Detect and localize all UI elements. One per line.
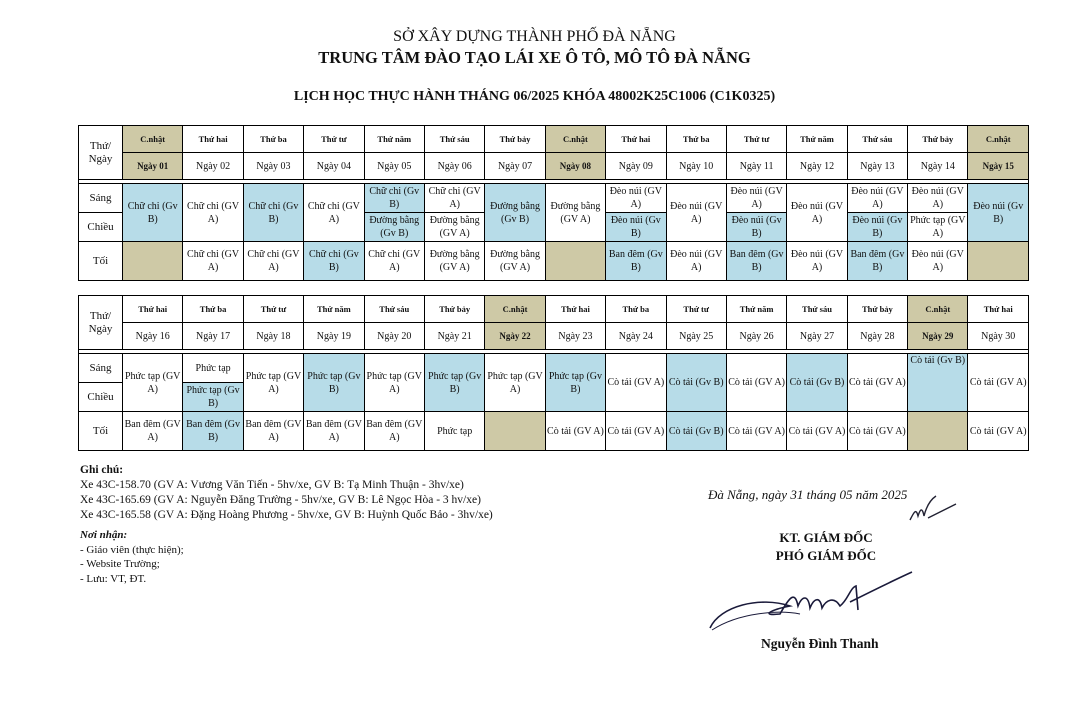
lesson-cell-morning: Đèo núi (GV A): [847, 184, 907, 213]
recipients-title: Nơi nhận:: [80, 529, 128, 541]
lesson-cell-day: Phức tạp (GV A): [243, 354, 303, 412]
date-cell: Ngày 10: [666, 153, 726, 180]
date-cell: Ngày 18: [243, 323, 303, 350]
schedule-title: LỊCH HỌC THỰC HÀNH THÁNG 06/2025 KHÓA 48002K25C1006 (C1K0325): [293, 89, 776, 104]
lesson-cell-day: Đường bằng (Gv B): [485, 184, 545, 242]
recipients-line: - Lưu: VT, ĐT.: [80, 572, 147, 585]
day-of-week-cell: Thứ ba: [666, 126, 726, 153]
lesson-cell-morning: Đèo núi (GV A): [908, 184, 968, 213]
lesson-cell-day: Cò tải (GV A): [968, 354, 1029, 412]
lesson-cell-evening: [908, 412, 968, 451]
day-of-week-cell: Thứ sáu: [787, 296, 847, 323]
lesson-cell-afternoon: Đèo núi (Gv B): [606, 213, 666, 242]
lesson-cell-afternoon: Đường bằng (GV A): [424, 213, 484, 242]
lesson-cell-afternoon: Đèo núi (Gv B): [726, 213, 786, 242]
date-cell: Ngày 03: [243, 153, 303, 180]
lesson-cell-evening: Chữ chi (GV A): [364, 242, 424, 281]
lesson-cell-evening: [485, 412, 545, 451]
signature-role1: KT. GIÁM ĐỐC: [779, 530, 873, 545]
recipients-line: - Website Trường;: [80, 558, 160, 570]
lesson-cell-evening: Cò tải (GV A): [847, 412, 907, 451]
day-of-week-cell: C.nhật: [908, 296, 968, 323]
lesson-cell-day: Chữ chi (Gv B): [243, 184, 303, 242]
date-cell: Ngày 22: [485, 323, 545, 350]
lesson-cell-evening: Ban đêm (Gv B): [726, 242, 786, 281]
day-of-week-cell: Thứ sáu: [364, 296, 424, 323]
lesson-cell-afternoon: Đường bằng (Gv B): [364, 213, 424, 242]
day-of-week-cell: Thứ sáu: [424, 126, 484, 153]
header-department: SỞ XÂY DỰNG THÀNH PHỐ ĐÀ NẴNG: [393, 28, 676, 45]
lesson-cell-evening: Đèo núi (GV A): [787, 242, 847, 281]
lesson-cell-evening: Cò tải (Gv B): [666, 412, 726, 451]
row-label-thu-ngay: Thứ/ Ngày: [79, 126, 123, 180]
lesson-cell-morning: Đèo núi (GV A): [606, 184, 666, 213]
header-center-text: TRUNG TÂM ĐÀO TẠO LÁI XE Ô TÔ, MÔ TÔ ĐÀ NẴNG: [318, 48, 751, 67]
day-of-week-cell: Thứ tư: [726, 126, 786, 153]
day-of-week-cell: Thứ ba: [243, 126, 303, 153]
lesson-cell-evening: Cò tải (GV A): [787, 412, 847, 451]
header-center: [0, 48, 1069, 68]
date-cell: Ngày 07: [485, 153, 545, 180]
day-of-week-cell: Thứ năm: [304, 296, 364, 323]
signature-role2: PHÓ GIÁM ĐỐC: [775, 548, 877, 563]
day-of-week-cell: Thứ bảy: [485, 126, 545, 153]
lesson-cell-evening: Ban đêm (Gv B): [183, 412, 243, 451]
date-cell: Ngày 20: [364, 323, 424, 350]
row-label-evening: Tối: [79, 412, 123, 451]
row-label-evening: Tối: [79, 242, 123, 281]
date-cell: Ngày 09: [606, 153, 666, 180]
lesson-cell-evening: Ban đêm (GV A): [364, 412, 424, 451]
schedule-table-week2: [78, 295, 1029, 451]
notes-section: [80, 463, 493, 523]
day-of-week-cell: Thứ ba: [606, 296, 666, 323]
signature-icon: [700, 566, 920, 636]
day-of-week-cell: C.nhật: [545, 126, 605, 153]
lesson-cell-morning: Chữ chi (Gv B): [364, 184, 424, 213]
place-date: Đà Nẵng, ngày 31 tháng 05 năm 2025: [708, 487, 908, 502]
date-cell: Ngày 01: [123, 153, 183, 180]
date-cell: Ngày 23: [545, 323, 605, 350]
lesson-cell-evening: Đèo núi (GV A): [908, 242, 968, 281]
lesson-cell-evening: [545, 242, 605, 281]
lesson-cell-evening: Ban đêm (GV A): [123, 412, 183, 451]
day-of-week-cell: Thứ tư: [304, 126, 364, 153]
day-of-week-cell: Thứ hai: [545, 296, 605, 323]
day-of-week-cell: Thứ ba: [183, 296, 243, 323]
lesson-cell-afternoon: Phức tạp (Gv B): [183, 383, 243, 412]
lesson-cell-day: Chữ chi (GV A): [183, 184, 243, 242]
day-of-week-cell: Thứ tư: [243, 296, 303, 323]
date-cell: Ngày 17: [183, 323, 243, 350]
lesson-cell-day: Cò tải (GV A): [847, 354, 907, 412]
lesson-cell-evening: Ban đêm (Gv B): [847, 242, 907, 281]
lesson-cell-evening: Đường bằng (GV A): [485, 242, 545, 281]
date-cell: Ngày 16: [123, 323, 183, 350]
lesson-cell-morning: Phức tạp: [183, 354, 243, 383]
lesson-cell-evening: Đèo núi (GV A): [666, 242, 726, 281]
lesson-cell-evening: Cò tải (GV A): [606, 412, 666, 451]
lesson-cell-day: Cò tải (GV A): [726, 354, 786, 412]
lesson-cell-day: Phức tạp (Gv B): [304, 354, 364, 412]
lesson-cell-day: Phức tạp (Gv B): [545, 354, 605, 412]
recipients-section: [80, 528, 184, 586]
lesson-cell-afternoon: Phức tạp (GV A): [908, 213, 968, 242]
lesson-cell-evening: Ban đêm (Gv B): [606, 242, 666, 281]
date-cell: Ngày 30: [968, 323, 1029, 350]
day-of-week-cell: Thứ hai: [123, 296, 183, 323]
row-label-morning: Sáng: [79, 184, 123, 213]
date-cell: Ngày 14: [908, 153, 968, 180]
day-of-week-cell: Thứ hai: [183, 126, 243, 153]
lesson-cell-evening: [123, 242, 183, 281]
row-label-morning: Sáng: [79, 354, 123, 383]
lesson-cell-day: Cò tải (GV A): [606, 354, 666, 412]
day-of-week-cell: Thứ sáu: [847, 126, 907, 153]
lesson-cell-day: Chữ chi (GV A): [304, 184, 364, 242]
lesson-cell-evening: Cò tải (GV A): [726, 412, 786, 451]
lesson-cell-evening: Chữ chi (Gv B): [304, 242, 364, 281]
date-cell: Ngày 28: [847, 323, 907, 350]
lesson-cell-day: Chữ chi (Gv B): [123, 184, 183, 242]
day-of-week-cell: C.nhật: [123, 126, 183, 153]
day-of-week-cell: Thứ bảy: [424, 296, 484, 323]
lesson-cell-evening: Chữ chi (GV A): [183, 242, 243, 281]
lesson-cell-day: Cò tải (Gv B): [666, 354, 726, 412]
initial-signature-icon: [906, 490, 962, 528]
lesson-cell-evening: Phức tạp: [424, 412, 484, 451]
notes-line: Xe 43C-165.58 (GV A: Đặng Hoàng Phương - 5hv/xe, GV B: Huỳnh Quốc Bảo - 3hv/xe): [80, 509, 493, 521]
lesson-cell-day: Đường bằng (GV A): [545, 184, 605, 242]
day-of-week-cell: Thứ tư: [666, 296, 726, 323]
lesson-cell-day: Đèo núi (GV A): [787, 184, 847, 242]
lesson-cell-day: Phức tạp (GV A): [123, 354, 183, 412]
row-label-thu-ngay: Thứ/ Ngày: [79, 296, 123, 350]
date-cell: Ngày 04: [304, 153, 364, 180]
row-label-afternoon: Chiều: [79, 383, 123, 412]
recipients-line: - Giáo viên (thực hiện);: [80, 543, 184, 556]
lesson-cell-evening: Cò tải (GV A): [968, 412, 1029, 451]
day-of-week-cell: Thứ năm: [787, 126, 847, 153]
signer-name: Nguyễn Đình Thanh: [761, 636, 879, 651]
lesson-cell-evening: Cò tải (GV A): [545, 412, 605, 451]
day-of-week-cell: Thứ hai: [968, 296, 1029, 323]
notes-line: Xe 43C-158.70 (GV A: Vương Văn Tiến - 5hv/xe, GV B: Tạ Minh Thuận - 3hv/xe): [80, 479, 464, 491]
date-cell: Ngày 24: [606, 323, 666, 350]
lesson-cell-day: Phức tạp (GV A): [485, 354, 545, 412]
date-cell: Ngày 27: [787, 323, 847, 350]
date-cell: Ngày 21: [424, 323, 484, 350]
lesson-cell-evening: [968, 242, 1029, 281]
lesson-cell-morning: Đèo núi (GV A): [726, 184, 786, 213]
lesson-cell-day: Đèo núi (Gv B): [968, 184, 1029, 242]
date-cell: Ngày 26: [726, 323, 786, 350]
date-cell: Ngày 19: [304, 323, 364, 350]
lesson-cell-evening: Đường bằng (GV A): [424, 242, 484, 281]
date-cell: Ngày 05: [364, 153, 424, 180]
lesson-cell-day: Phức tạp (GV A): [364, 354, 424, 412]
notes-title: Ghi chú:: [80, 464, 124, 476]
day-of-week-cell: Thứ bảy: [908, 126, 968, 153]
day-of-week-cell: Thứ bảy: [847, 296, 907, 323]
date-cell: Ngày 11: [726, 153, 786, 180]
day-of-week-cell: Thứ hai: [606, 126, 666, 153]
lesson-cell-afternoon: Đèo núi (Gv B): [847, 213, 907, 242]
lesson-cell-morning: Chữ chi (GV A): [424, 184, 484, 213]
notes-line: Xe 43C-165.69 (GV A: Nguyễn Đăng Trường - 5hv/xe, GV B: Lê Ngọc Hòa - 3 hv/xe): [80, 494, 481, 506]
date-cell: Ngày 06: [424, 153, 484, 180]
lesson-cell-evening: Chữ chi (GV A): [243, 242, 303, 281]
day-of-week-cell: Thứ năm: [726, 296, 786, 323]
lesson-cell-day: Cò tải (Gv B): [908, 354, 968, 412]
date-cell: Ngày 08: [545, 153, 605, 180]
date-cell: Ngày 15: [968, 153, 1029, 180]
lesson-cell-day: Đèo núi (GV A): [666, 184, 726, 242]
lesson-cell-day: Cò tải (Gv B): [787, 354, 847, 412]
day-of-week-cell: Thứ năm: [364, 126, 424, 153]
date-cell: Ngày 12: [787, 153, 847, 180]
date-cell: Ngày 02: [183, 153, 243, 180]
day-of-week-cell: C.nhật: [968, 126, 1029, 153]
lesson-cell-evening: Ban đêm (GV A): [243, 412, 303, 451]
date-cell: Ngày 29: [908, 323, 968, 350]
schedule-table-week1: [78, 125, 1029, 281]
lesson-cell-day: Phức tạp (Gv B): [424, 354, 484, 412]
day-of-week-cell: C.nhật: [485, 296, 545, 323]
date-cell: Ngày 13: [847, 153, 907, 180]
lesson-cell-evening: Ban đêm (GV A): [304, 412, 364, 451]
row-label-afternoon: Chiều: [79, 213, 123, 242]
date-cell: Ngày 25: [666, 323, 726, 350]
